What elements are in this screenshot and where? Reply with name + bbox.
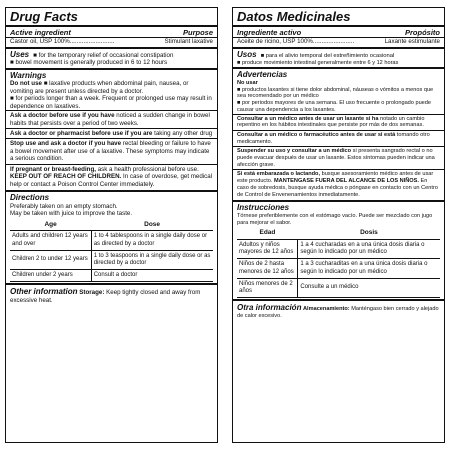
direction-2: May be taken with juice to improve the taste.: [10, 210, 133, 218]
ingredient-row: Aceite de ricino, USP 100%........................ Laxante estimulante: [233, 37, 444, 45]
active-header: Ingrediente activo Propósito: [233, 25, 444, 37]
warnings-title: Advertencias: [233, 67, 444, 80]
do-not-use-2: ■ for periods longer than a week. Frequent or prolonged use may result in dependence on laxatives.: [10, 95, 212, 110]
uses-item: ■ produce movimiento intestinal generalmente entre 6 y 12 horas: [237, 59, 399, 66]
direction-1: Tórnese preferiblemente con el estómago vacío. Puede ser mezclado con jugo para mejorar el sabor.: [237, 212, 433, 226]
ask-pharmacist: Ask a doctor or pharmacist before use if you are taking any other drug: [6, 128, 217, 138]
directions-title: Directions: [6, 190, 217, 203]
uses-item: ■ bowel movement is generally produced in 6 to 12 hours: [10, 59, 168, 67]
panel-title: Drug Facts: [10, 9, 78, 24]
ask-doctor: Ask a doctor before use if you have noticed a sudden change in bowel habits that persists over a period of two weeks.: [6, 110, 217, 128]
spanish-panel: [232, 7, 445, 443]
english-panel: [5, 7, 218, 443]
pregnancy: Si está embarazada o lactando, busque asesoramiento médico antes de usar este producto. MANTENGASE FUERA DEL ALCANCE DE LOS NIÑOS. En caso de sobredosis, busque ayuda médica o póngase en contacto con un Centro de Control de Envenenamientos inmediatamente.: [233, 169, 444, 199]
table-row: Adultos y niños mayores de 12 años 1 a 4 cucharadas en a una única dosis diaria o según lo indicado por un médico: [237, 240, 440, 259]
do-not-use: No usar: [237, 79, 258, 86]
direction-1: Preferably taken on an empty stomach.: [10, 202, 118, 210]
ask-doctor: Consultar a un médico antes de usar un laxante si ha notado un cambio repentino en los hábitos intestinales que persiste por más de dos semanas.: [233, 114, 444, 130]
table-row: Niños menores de 2 años Consulte a un médico: [237, 278, 440, 297]
other-information: Otra información Almacenamiento: Manténgaso bien cerrado y alejado de calor excesivo.: [233, 299, 444, 321]
warnings-title: Warnings: [6, 68, 217, 81]
table-row: Children under 2 years Consult a doctor: [10, 270, 213, 282]
uses-section: Usos ■ para el alivio temporal del estreñimiento ocasional: [233, 47, 444, 60]
dosage-table: Age Dose Adults and children 12 years and over 1 to 4 tablespoons in a single daily dose or as directed by a doctor Children 2 to under 12 years 1 to 3 teaspoons in a single daily dose or as directed by a doctor Children under 2 years Consult a doctor: [10, 219, 213, 283]
stop-use: Suspender su uso y consultar a un médico si presenta sangrado rectal o no puede evacuar después de usar un laxante. Estos síntomas pueden indicar una afección grave.: [233, 146, 444, 169]
table-row: Niños de 2 hasta menores de 12 años 1 a 3 cucharaditas en a una única dosis diaria o según lo indicado por un médico: [237, 259, 440, 278]
ingredient-row: Castor oil, USP 100%.......................... Stimulant laxative: [6, 37, 217, 45]
do-not-use: Do not use ■ laxative products when abdominal pain, nausea, or vomiting are present unless directed by a doctor.: [10, 80, 189, 95]
directions-title: Instrucciones: [233, 200, 444, 213]
dosage-table: Edad Dosis Adultos y niños mayores de 12 años 1 a 4 cucharadas en a una única dosis diaria o según lo indicado por un médico Niños de 2 hasta menores de 12 años 1 a 3 cucharaditas en a una única dosis diaria o según lo indicado por un médico Niños menores de 2 años Consulte a un médico: [237, 227, 440, 298]
uses-section: Uses ■ for the temporary relief of occasional constipation: [6, 47, 217, 60]
other-information: Other information Storage: Keep tightly closed and away from excessive heat.: [6, 283, 217, 306]
pregnancy: If pregnant or breast-feeding, ask a health professional before use. KEEP OUT OF REACH OF CHILDREN. In case of overdose, get medical help or contact a Poison Control Center immediately.: [6, 164, 217, 189]
ask-pharmacist: Consultar a un médico o farmacéutico antes de usar si está tomando otro medicamento.: [233, 130, 444, 146]
table-row: Children 2 to under 12 years 1 to 3 teaspoons in a single daily dose or as directed by a doctor: [10, 250, 213, 269]
do-not-use-1: ■ productos laxantes si tiene dolor abdominal, náuseas o vómitos a menos que sea recomendado por un médico: [237, 86, 434, 100]
stop-use: Stop use and ask a doctor if you have rectal bleeding or failure to have a bowel movement after use of a laxative. These symptoms may indicate a serious condition.: [6, 138, 217, 163]
active-header: Active ingredient Purpose: [6, 25, 217, 37]
do-not-use-2: ■ por periodos mayores de una semana. El uso frecuente o prolongado puede causar una dependencia a los laxantes.: [237, 100, 432, 113]
panel-title: Datos Medicinales: [237, 9, 351, 24]
table-row: Adults and children 12 years and over 1 to 4 tablespoons in a single daily dose or as directed by a doctor: [10, 231, 213, 250]
